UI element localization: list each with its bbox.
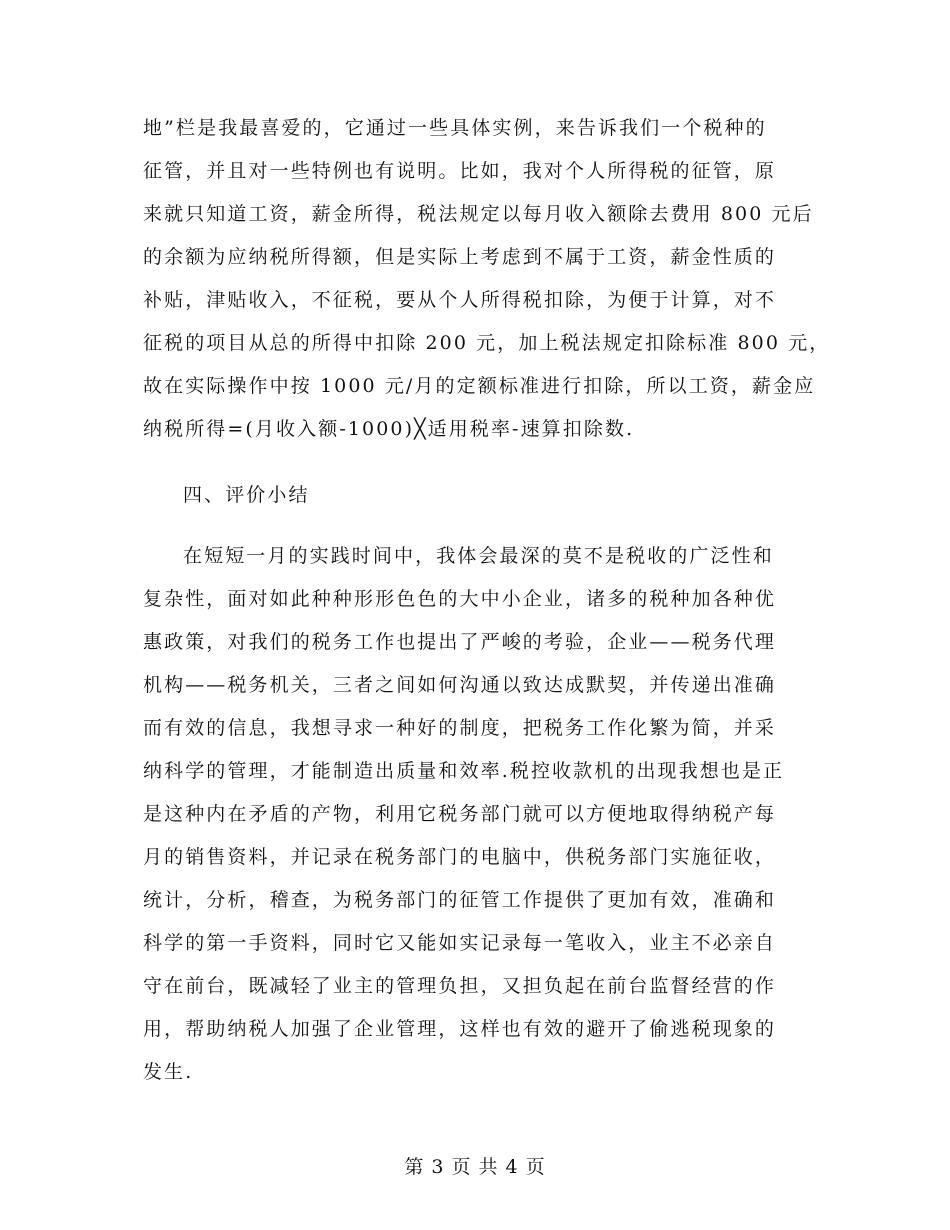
text-line: 科学的第一手资料，同时它又能如实记录每一笔收入，业主不必亲自 (143, 932, 777, 954)
text-line: 是这种内在矛盾的产物，利用它税务部门就可以方便地取得纳税产每 (143, 803, 777, 825)
text-line: 纳税所得=(月收入额-1000)╳适用税率-速算扣除数. (143, 418, 635, 440)
section-heading: 四、评价小结 (183, 484, 310, 506)
text-line: 地”栏是我最喜爱的，它通过一些具体实例，来告诉我们一个税种的 (143, 117, 767, 139)
text-line: 故在实际操作中按 1000 元/月的定额标准进行扣除，所以工资，薪金应 (143, 375, 816, 397)
text-line: 而有效的信息，我想寻求一种好的制度，把税务工作化繁为简，并采 (143, 717, 777, 739)
text-line: 用，帮助纳税人加强了企业管理，这样也有效的避开了偷逃税现象的 (143, 1018, 777, 1040)
text-line: 惠政策，对我们的税务工作也提出了严峻的考验，企业——税务代理 (143, 631, 777, 653)
text-line: 月的销售资料，并记录在税务部门的电脑中，供税务部门实施征收， (143, 846, 777, 868)
text-line: 征管，并且对一些特例也有说明。比如，我对个人所得税的征管，原 (143, 160, 777, 182)
text-line: 来就只知道工资，薪金所得，税法规定以每月收入额除去费用 800 元后 (143, 203, 814, 225)
text-line: 机构——税务机关，三者之间如何沟通以致达成默契，并传递出准确 (143, 674, 777, 696)
text-line: 纳科学的管理，才能制造出质量和效率.税控收款机的出现我想也是正 (143, 760, 785, 782)
text-line: 的余额为应纳税所得额，但是实际上考虑到不属于工资，薪金性质的 (143, 246, 777, 268)
page-number-footer: 第 3 页 共 4 页 (404, 1156, 546, 1178)
text-line: 统计，分析，稽查，为税务部门的征管工作提供了更加有效，准确和 (143, 889, 777, 911)
text-line: 在短短一月的实践时间中，我体会最深的莫不是税收的广泛性和 (183, 545, 774, 567)
text-line: 发生. (143, 1061, 194, 1083)
text-line: 复杂性，面对如此种种形形色色的大中小企业，诸多的税种加各种优 (143, 588, 777, 610)
text-line: 补贴，津贴收入，不征税，要从个人所得税扣除，为便于计算，对不 (143, 289, 777, 311)
text-line: 守在前台，既减轻了业主的管理负担，又担负起在前台监督经营的作 (143, 975, 777, 997)
text-line: 征税的项目从总的所得中扣除 200 元，加上税法规定扣除标准 800 元， (143, 332, 831, 354)
